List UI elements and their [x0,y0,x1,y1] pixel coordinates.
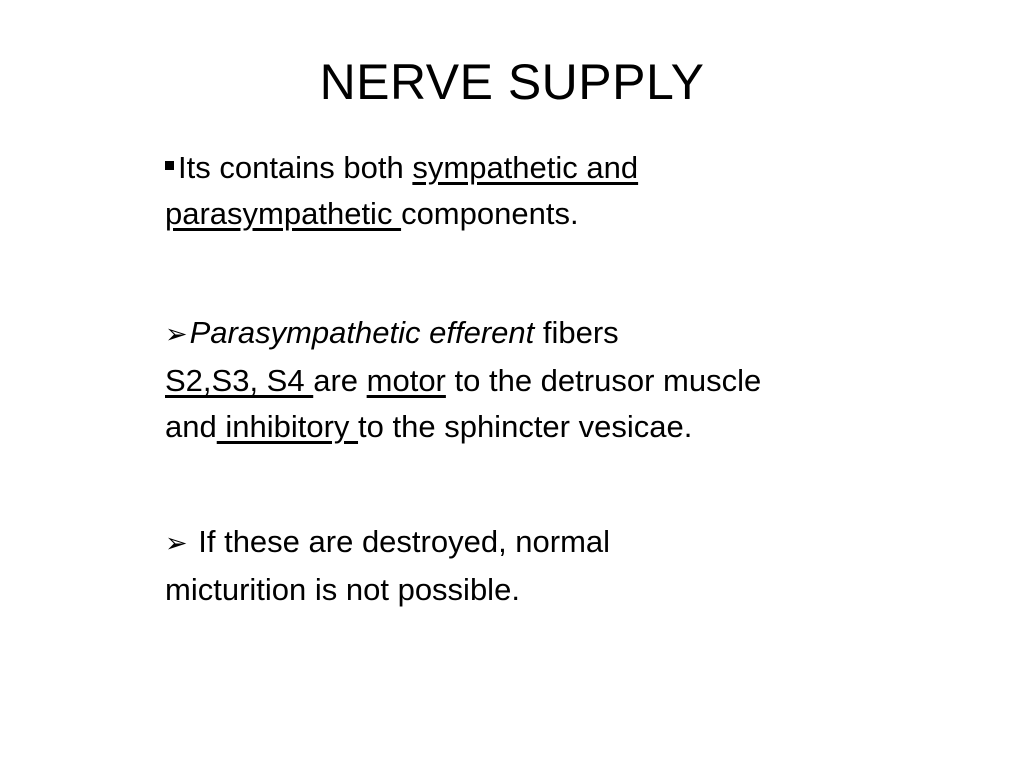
italic-term: Parasympathetic efferent [189,315,535,350]
text-line [165,404,885,450]
text-run: Its contains both [178,150,413,185]
underlined-term: sympathetic and [412,150,639,185]
text-line [165,358,885,404]
text-line [165,191,885,237]
text-run: If these are destroyed, normal [189,524,611,559]
text-line [165,567,885,613]
text-line [165,519,885,567]
text-line [165,310,885,358]
text-run: micturition is not possible. [165,572,520,607]
text-run: to the detrusor muscle [445,363,762,398]
underlined-term: inhibitory [216,409,359,444]
square-bullet-icon [165,161,174,170]
slide-title: NERVE SUPPLY [319,54,705,110]
text-line [165,145,885,191]
arrow-bullet-icon: ➢ [165,319,188,350]
text-run: are [313,363,367,398]
text-run: and [165,409,217,444]
arrow-bullet-icon: ➢ [165,528,188,559]
bullet-paragraph-micturition [165,519,885,613]
underlined-term: parasympathetic [165,196,402,231]
bullet-paragraph-parasympathetic [165,310,885,450]
text-run: fibers [534,315,619,350]
bullet-paragraph-components [165,145,885,237]
text-run: components. [401,196,579,231]
underlined-term: motor [366,363,446,398]
text-run: to the sphincter vesicae. [358,409,693,444]
underlined-term: S2,S3, S4 [165,363,314,398]
